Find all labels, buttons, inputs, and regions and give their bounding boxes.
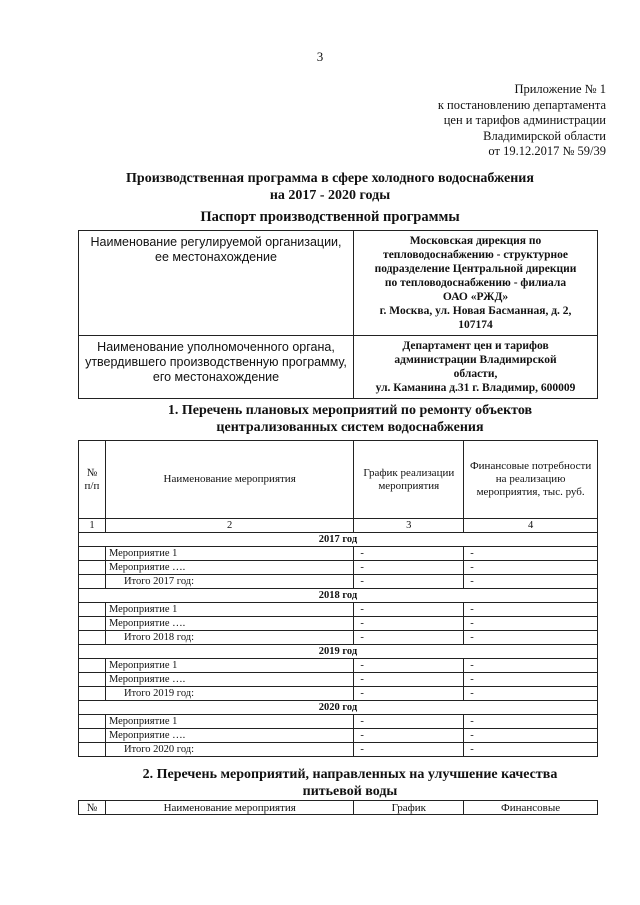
year-label: 2019 год <box>79 645 598 659</box>
header-finance: Финансовые <box>464 801 598 815</box>
year-label: 2017 год <box>79 533 598 547</box>
appendix-line: Приложение № 1 <box>514 82 606 96</box>
document-title-line: на 2017 - 2020 годы <box>269 188 391 203</box>
column-number-row <box>79 519 598 533</box>
year-label: 2020 год <box>79 701 598 715</box>
table-header-row <box>79 441 598 519</box>
activity-name: Мероприятие 1 <box>105 603 353 617</box>
activity-name: Мероприятие …. <box>105 617 353 631</box>
activity-schedule: - <box>354 561 464 575</box>
total-schedule: - <box>354 743 464 757</box>
document-title-line: Производственная программа в сфере холодного водоснабжения <box>126 171 534 186</box>
appendix-line: цен и тарифов администрации <box>443 113 606 127</box>
appendix-block <box>346 82 606 160</box>
passport-title: Паспорт производственной программы <box>200 209 460 225</box>
activity-name: Мероприятие 1 <box>105 547 353 561</box>
activity-schedule: - <box>354 715 464 729</box>
passport-row <box>79 336 598 399</box>
total-finance: - <box>464 743 598 757</box>
table-row <box>79 561 598 575</box>
total-label: Итого 2018 год: <box>105 631 353 645</box>
activity-schedule: - <box>354 617 464 631</box>
header-num: № <box>79 801 106 815</box>
total-schedule: - <box>354 631 464 645</box>
section2-title-line: 2. Перечень мероприятий, направленных на улучшение качества <box>142 767 558 782</box>
passport-row <box>79 231 598 336</box>
column-number: 1 <box>79 519 106 533</box>
activity-finance: - <box>464 715 598 729</box>
section1-title-line: 1. Перечень плановых мероприятий по ремонту объектов <box>167 403 533 418</box>
appendix-line: к постановлению департамента <box>437 97 606 112</box>
header-name: Наименование мероприятия <box>105 441 353 519</box>
passport-value-line: области, <box>453 368 498 380</box>
header-num: № п/п <box>79 441 106 519</box>
passport-value-line: 107174 <box>458 319 493 331</box>
activity-finance: - <box>464 561 598 575</box>
activity-schedule: - <box>354 547 464 561</box>
passport-value-line: по тепловодоснабжению - филиала <box>384 277 567 289</box>
activity-finance: - <box>464 617 598 631</box>
activity-name: Мероприятие …. <box>105 561 353 575</box>
table-row <box>79 659 598 673</box>
section1-title-line: централизованных систем водоснабжения <box>216 420 484 435</box>
passport-table <box>78 230 598 399</box>
passport-label: Наименование уполномоченного органа, утвердившего производственную программу, его местонахождение <box>79 336 354 399</box>
activity-name: Мероприятие 1 <box>105 715 353 729</box>
passport-value-line: Департамент цен и тарифов <box>402 340 549 352</box>
activity-name: Мероприятие …. <box>105 673 353 687</box>
total-label: Итого 2020 год: <box>105 743 353 757</box>
year-row <box>79 701 598 715</box>
year-row <box>79 533 598 547</box>
activity-schedule: - <box>354 659 464 673</box>
column-number: 4 <box>464 519 598 533</box>
passport-value-line: ул. Каманина д.31 г. Владимир, 600009 <box>375 382 576 394</box>
activity-schedule: - <box>354 729 464 743</box>
total-schedule: - <box>354 575 464 589</box>
table-row <box>79 575 598 589</box>
table-row <box>79 673 598 687</box>
table-row <box>79 687 598 701</box>
appendix-line: от 19.12.2017 № 59/39 <box>488 144 606 158</box>
year-label: 2018 год <box>79 589 598 603</box>
table-row <box>79 617 598 631</box>
activity-schedule: - <box>354 603 464 617</box>
table-header-row <box>79 801 598 815</box>
passport-value-line: администрации Владимирской <box>394 354 557 366</box>
activity-name: Мероприятие …. <box>105 729 353 743</box>
table-row <box>79 715 598 729</box>
passport-value <box>354 231 598 336</box>
total-finance: - <box>464 687 598 701</box>
activity-name: Мероприятие 1 <box>105 659 353 673</box>
document-title <box>60 170 600 204</box>
activity-finance: - <box>464 673 598 687</box>
total-finance: - <box>464 575 598 589</box>
water-quality-table <box>78 800 598 815</box>
header-finance: Финансовые потребности на реализацию мероприятия, тыс. руб. <box>464 441 598 519</box>
header-schedule: График реализации мероприятия <box>354 441 464 519</box>
table-row <box>79 631 598 645</box>
total-finance: - <box>464 631 598 645</box>
total-label: Итого 2017 год: <box>105 575 353 589</box>
column-number: 3 <box>354 519 464 533</box>
table-row <box>79 603 598 617</box>
repair-plan-table <box>78 440 598 757</box>
activity-finance: - <box>464 603 598 617</box>
table-row <box>79 743 598 757</box>
header-schedule: График <box>354 801 464 815</box>
passport-value-line: г. Москва, ул. Новая Басманная, д. 2, <box>379 305 572 317</box>
page-number: 3 <box>316 49 324 64</box>
total-label: Итого 2019 год: <box>105 687 353 701</box>
activity-schedule: - <box>354 673 464 687</box>
year-row <box>79 589 598 603</box>
table-row <box>79 547 598 561</box>
year-row <box>79 645 598 659</box>
passport-value <box>354 336 598 399</box>
passport-value-line: ОАО «РЖД» <box>442 291 509 303</box>
total-schedule: - <box>354 687 464 701</box>
activity-finance: - <box>464 547 598 561</box>
section1-title <box>100 402 600 436</box>
column-number: 2 <box>105 519 353 533</box>
passport-value-line: Московская дирекция по <box>409 235 542 247</box>
activity-finance: - <box>464 729 598 743</box>
section2-title <box>100 766 600 800</box>
header-name: Наименование мероприятия <box>105 801 353 815</box>
activity-finance: - <box>464 659 598 673</box>
passport-value-line: подразделение Центральной дирекции <box>374 263 577 275</box>
passport-label: Наименование регулируемой организации, ее местонахождение <box>79 231 354 336</box>
appendix-line: Владимирской области <box>483 128 606 143</box>
section2-title-line: питьевой воды <box>302 784 398 799</box>
passport-value-line: тепловодоснабжению - структурное <box>383 249 568 261</box>
table-row <box>79 729 598 743</box>
